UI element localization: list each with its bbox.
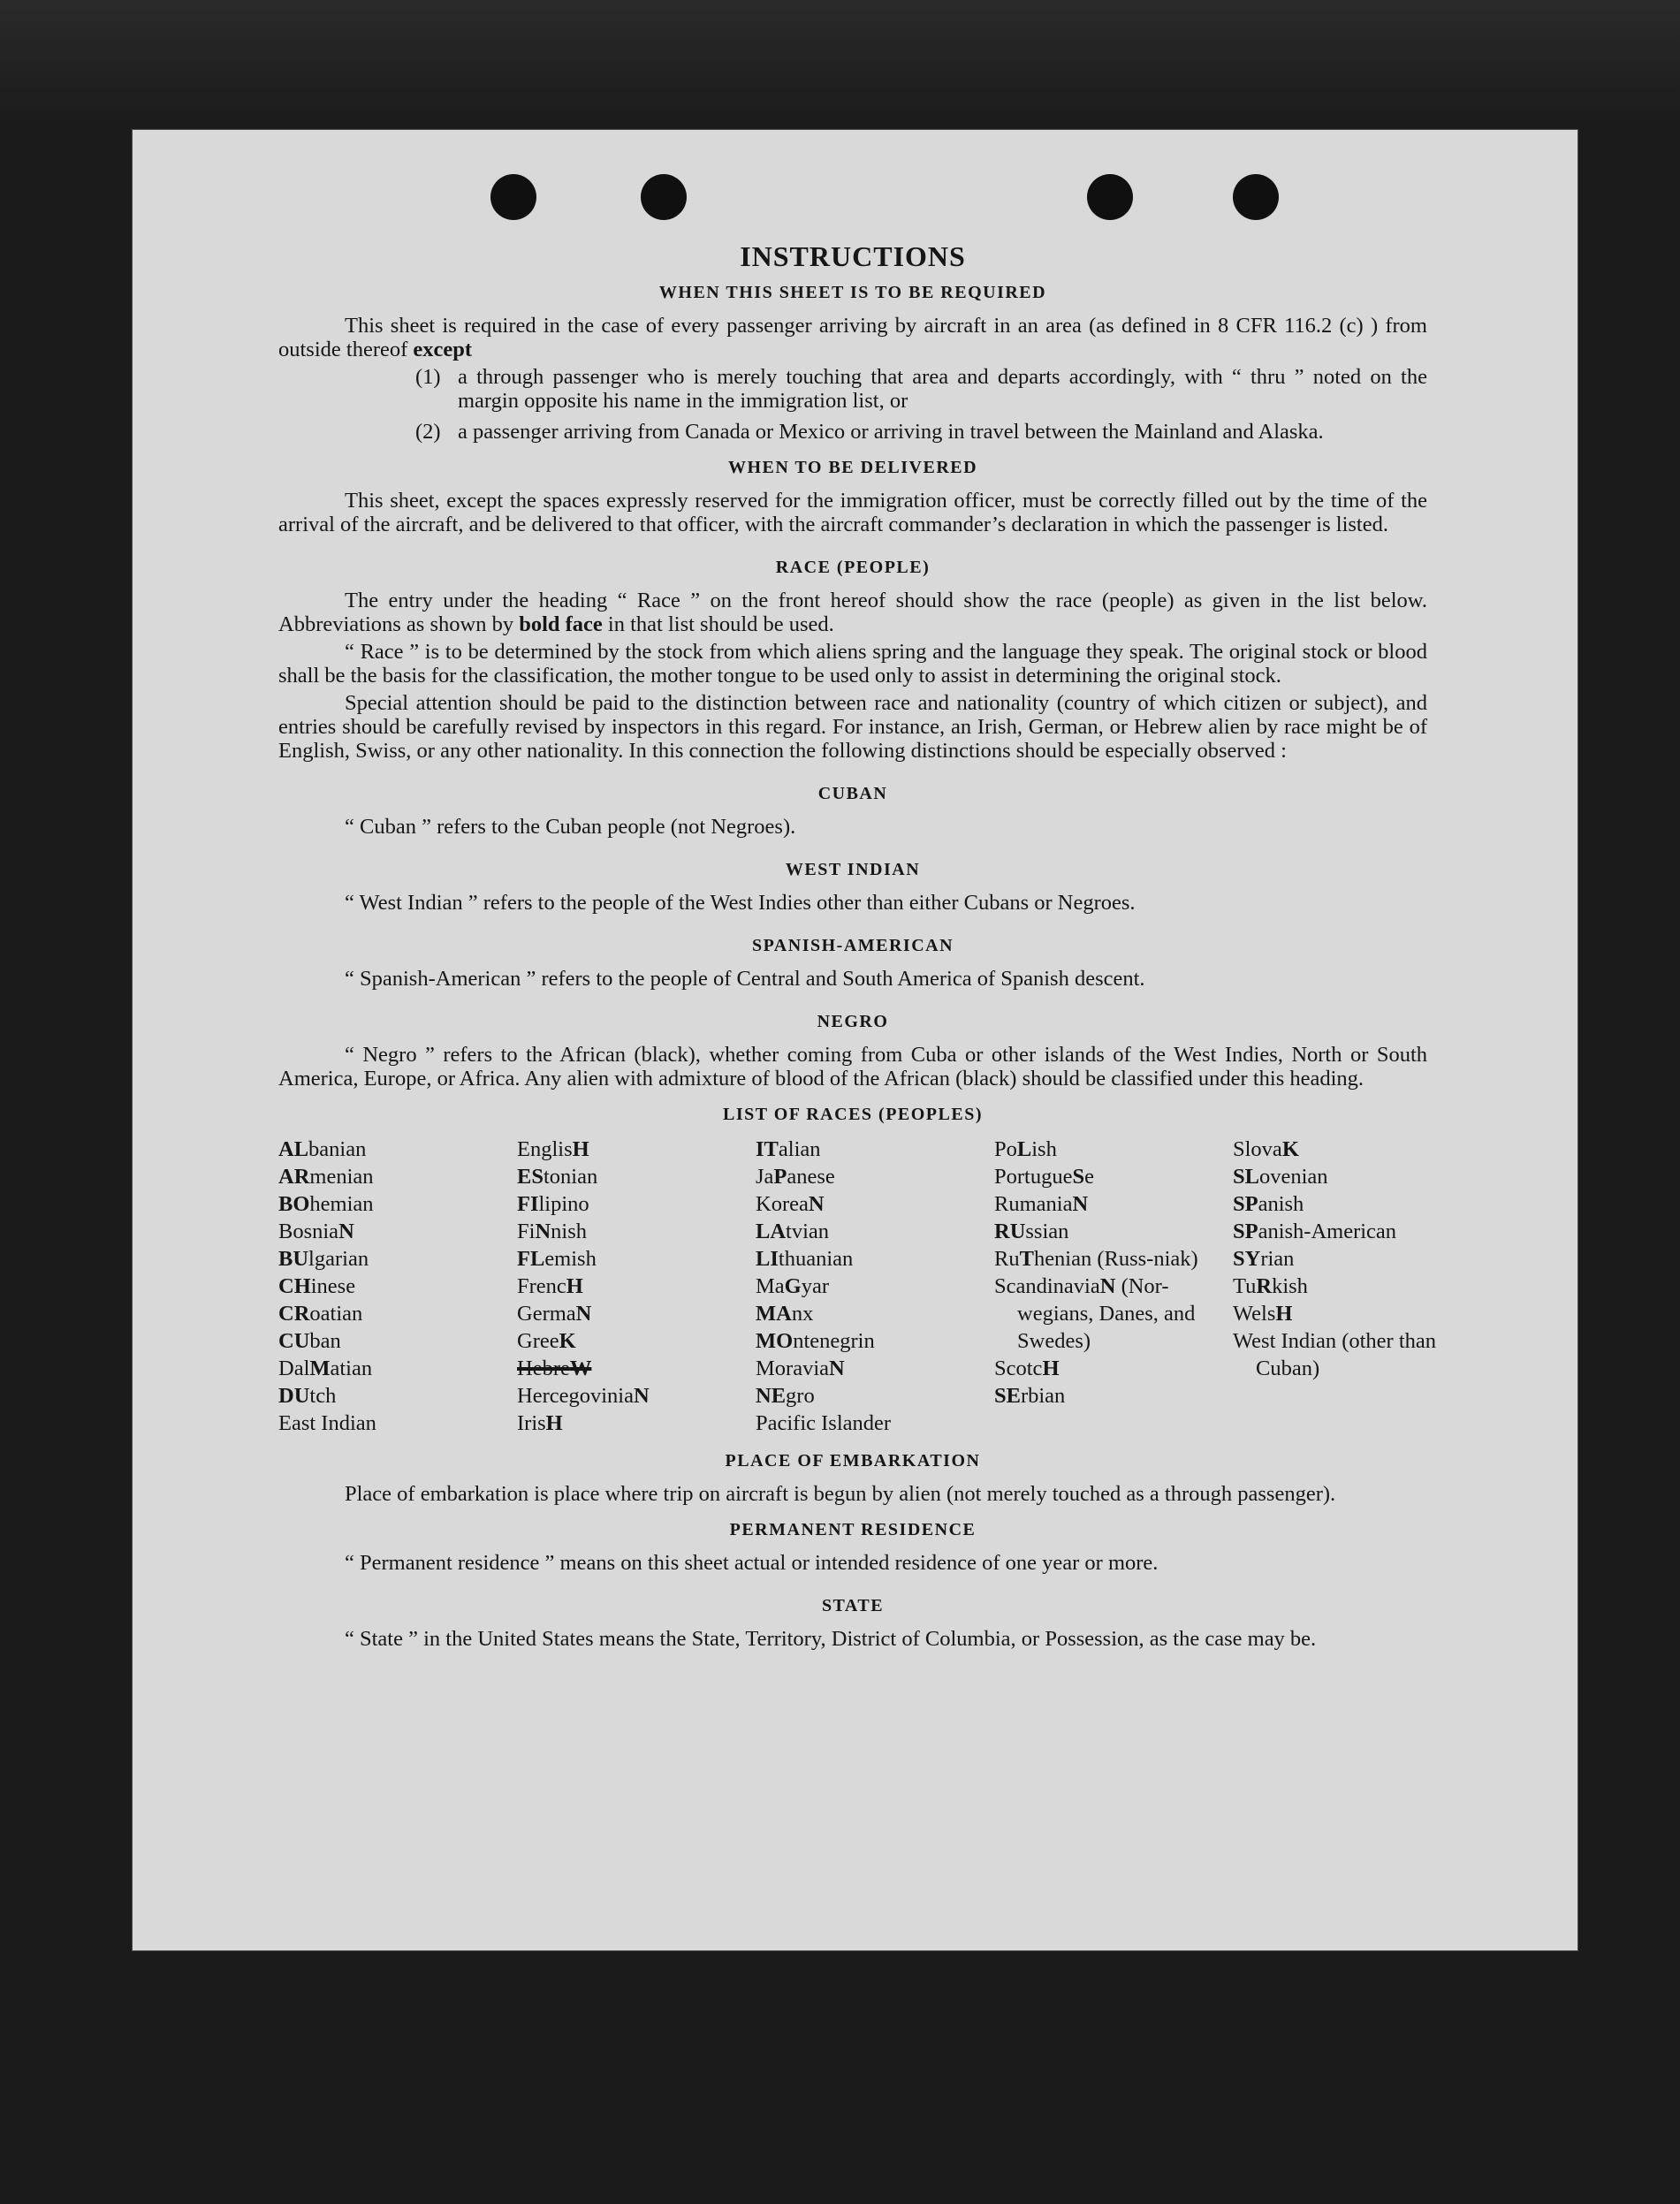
race-entry: FrencH	[517, 1274, 583, 1298]
race-entry: SYrian	[1233, 1247, 1295, 1271]
embarkation-text: Place of embarkation is place where trip on aircraft is begun by alien (not merely touched as a through passenger).	[345, 1482, 1336, 1506]
race-entry: ScandinaviaN (Nor-wegians, Danes, and Swedes)	[994, 1274, 1196, 1353]
race-entry: West Indian (other than Cuban)	[1233, 1329, 1437, 1380]
race-entry: RumaniaN	[994, 1192, 1089, 1216]
race-entry: FLemish	[517, 1247, 597, 1271]
race-entry: HebreW	[517, 1357, 592, 1380]
heading-cuban: CUBAN	[817, 784, 888, 803]
race-entry: HercegoviniaN	[517, 1384, 650, 1408]
heading-spanish-american: SPANISH-AMERICAN	[751, 936, 954, 955]
race-entry: JaPanese	[756, 1165, 835, 1189]
heading-race: RACE (PEOPLE)	[775, 558, 931, 577]
race-entry: LIthuanian	[756, 1247, 854, 1271]
scan-background	[0, 0, 1680, 124]
race-entry: NEgro	[756, 1384, 815, 1408]
heading-negro: NEGRO	[817, 1012, 889, 1031]
required-item-1: (1) a through passenger who is merely touching that area and departs accordingly, with “ thru ” noted on the margin opposite his name in the immigration list, or	[415, 365, 1427, 413]
races-list	[278, 1136, 1437, 1437]
race-entry: WelsH	[1233, 1302, 1293, 1326]
state-text: “ State ” in the United States means the State, Territory, District of Columbia, or Possession, as the case may be.	[345, 1627, 1317, 1651]
race-entry: ARmenian	[278, 1165, 374, 1189]
race-entry: RuThenian (Russ-niak)	[994, 1247, 1198, 1271]
race-entry: DalMatian	[278, 1357, 373, 1380]
heading-state: STATE	[821, 1596, 885, 1615]
race-entry: SErbian	[994, 1384, 1066, 1408]
race-entry: CRoatian	[278, 1302, 363, 1326]
race-entry: MoraviaN	[756, 1357, 845, 1380]
race-entry: BOhemian	[278, 1192, 374, 1216]
required-intro: This sheet is required in the case of every passenger arriving by aircraft in an area (as defined in 8 CFR 116.2 (c) ) from outside thereof except	[278, 314, 1427, 361]
heading-west-indian: WEST INDIAN	[785, 860, 921, 879]
document-sheet	[133, 130, 1577, 1950]
race-column	[1233, 1136, 1445, 1437]
heading-list-of-races: LIST OF RACES (PEOPLES)	[722, 1105, 983, 1124]
race-entry: LAtvian	[756, 1220, 830, 1243]
race-entry: MOntenegrin	[756, 1329, 875, 1353]
west-indian-text: “ West Indian ” refers to the people of the West Indies other than either Cubans or Negroes.	[345, 891, 1136, 915]
race-entry: IrisH	[517, 1411, 563, 1435]
race-entry: GermaN	[517, 1302, 592, 1326]
punch-hole-4	[1233, 174, 1279, 220]
punch-hole-3	[1087, 174, 1133, 220]
heading-required: WHEN THIS SHEET IS TO BE REQUIRED	[658, 283, 1047, 302]
race-column	[994, 1136, 1233, 1437]
race-entry: PortugueSe	[994, 1165, 1094, 1189]
negro-text: “ Negro ” refers to the African (black), whether coming from Cuba or other islands of the West Indies, North or South America, Europe, or Africa. Any alien with admixture of blood of the African (black) should be classified under this heading.	[278, 1043, 1427, 1091]
race-entry: SLovenian	[1233, 1165, 1328, 1189]
race-column	[517, 1136, 756, 1437]
race-entry: PoLish	[994, 1137, 1057, 1161]
page-title: INSTRUCTIONS	[740, 240, 966, 272]
punch-hole-1	[490, 174, 536, 220]
race-entry: GreeK	[517, 1329, 576, 1353]
race-entry: EnglisH	[517, 1137, 589, 1161]
race-entry: BosniaN	[278, 1220, 354, 1243]
race-entry: MaGyar	[756, 1274, 830, 1298]
race-entry: CHinese	[278, 1274, 356, 1298]
race-entry: FiNnish	[517, 1220, 587, 1243]
race-entry: ALbanian	[278, 1137, 367, 1161]
heading-residence: PERMANENT RESIDENCE	[729, 1520, 977, 1539]
cuban-text: “ Cuban ” refers to the Cuban people (not Negroes).	[345, 815, 796, 839]
race-entry: TuRkish	[1233, 1274, 1308, 1298]
race-entry: FIlipino	[517, 1192, 589, 1216]
race-entry: SPanish-American	[1233, 1220, 1397, 1243]
race-column	[278, 1136, 517, 1437]
race-entry: KoreaN	[756, 1192, 825, 1216]
race-entry: DUtch	[278, 1384, 337, 1408]
race-paragraph-1: The entry under the heading “ Race ” on the front hereof should show the race (people) as given in the list below. Abbreviations as shown by bold face in that list should be used.	[278, 589, 1427, 636]
instructions-content	[278, 240, 1437, 1651]
race-column	[756, 1136, 994, 1437]
race-entry: CUban	[278, 1329, 341, 1353]
race-entry: BUlgarian	[278, 1247, 369, 1271]
race-entry: SlovaK	[1233, 1137, 1299, 1161]
race-entry: SPanish	[1233, 1192, 1304, 1216]
race-entry: Pacific Islander	[756, 1411, 892, 1435]
race-entry: EStonian	[517, 1165, 598, 1189]
race-entry: ITalian	[756, 1137, 821, 1161]
required-item-2: (2) a passenger arriving from Canada or Mexico or arriving in travel between the Mainland and Alaska.	[415, 420, 1324, 444]
residence-text: “ Permanent residence ” means on this sheet actual or intended residence of one year or more.	[345, 1551, 1159, 1575]
heading-embarkation: PLACE OF EMBARKATION	[725, 1451, 981, 1471]
race-entry: ScotcH	[994, 1357, 1060, 1380]
race-paragraph-2: “ Race ” is to be determined by the stock from which aliens spring and the language they speak. The original stock or blood shall be the basis for the classification, the mother tongue to be used only to assist in determining the original stock.	[278, 640, 1427, 688]
punch-hole-2	[641, 174, 687, 220]
spanish-american-text: “ Spanish-American ” refers to the people of Central and South America of Spanish descent.	[345, 967, 1145, 991]
race-entry: MAnx	[756, 1302, 814, 1326]
race-entry: RUssian	[994, 1220, 1069, 1243]
race-entry: East Indian	[278, 1411, 376, 1435]
race-paragraph-3: Special attention should be paid to the distinction between race and nationality (country of which citizen or subject), and entries should be carefully revised by inspectors in this regard. For instance, an Irish, German, or Hebrew alien by race might be of English, Swiss, or any other nationality. In this connection the following distinctions should be especially observed :	[278, 691, 1427, 763]
heading-delivered: WHEN TO BE DELIVERED	[727, 458, 978, 477]
delivered-text: This sheet, except the spaces expressly reserved for the immigration officer, must be correctly filled out by the time of the arrival of the aircraft, and be delivered to that officer, with the aircraft commander’s declaration in which the passenger is listed.	[278, 489, 1427, 536]
